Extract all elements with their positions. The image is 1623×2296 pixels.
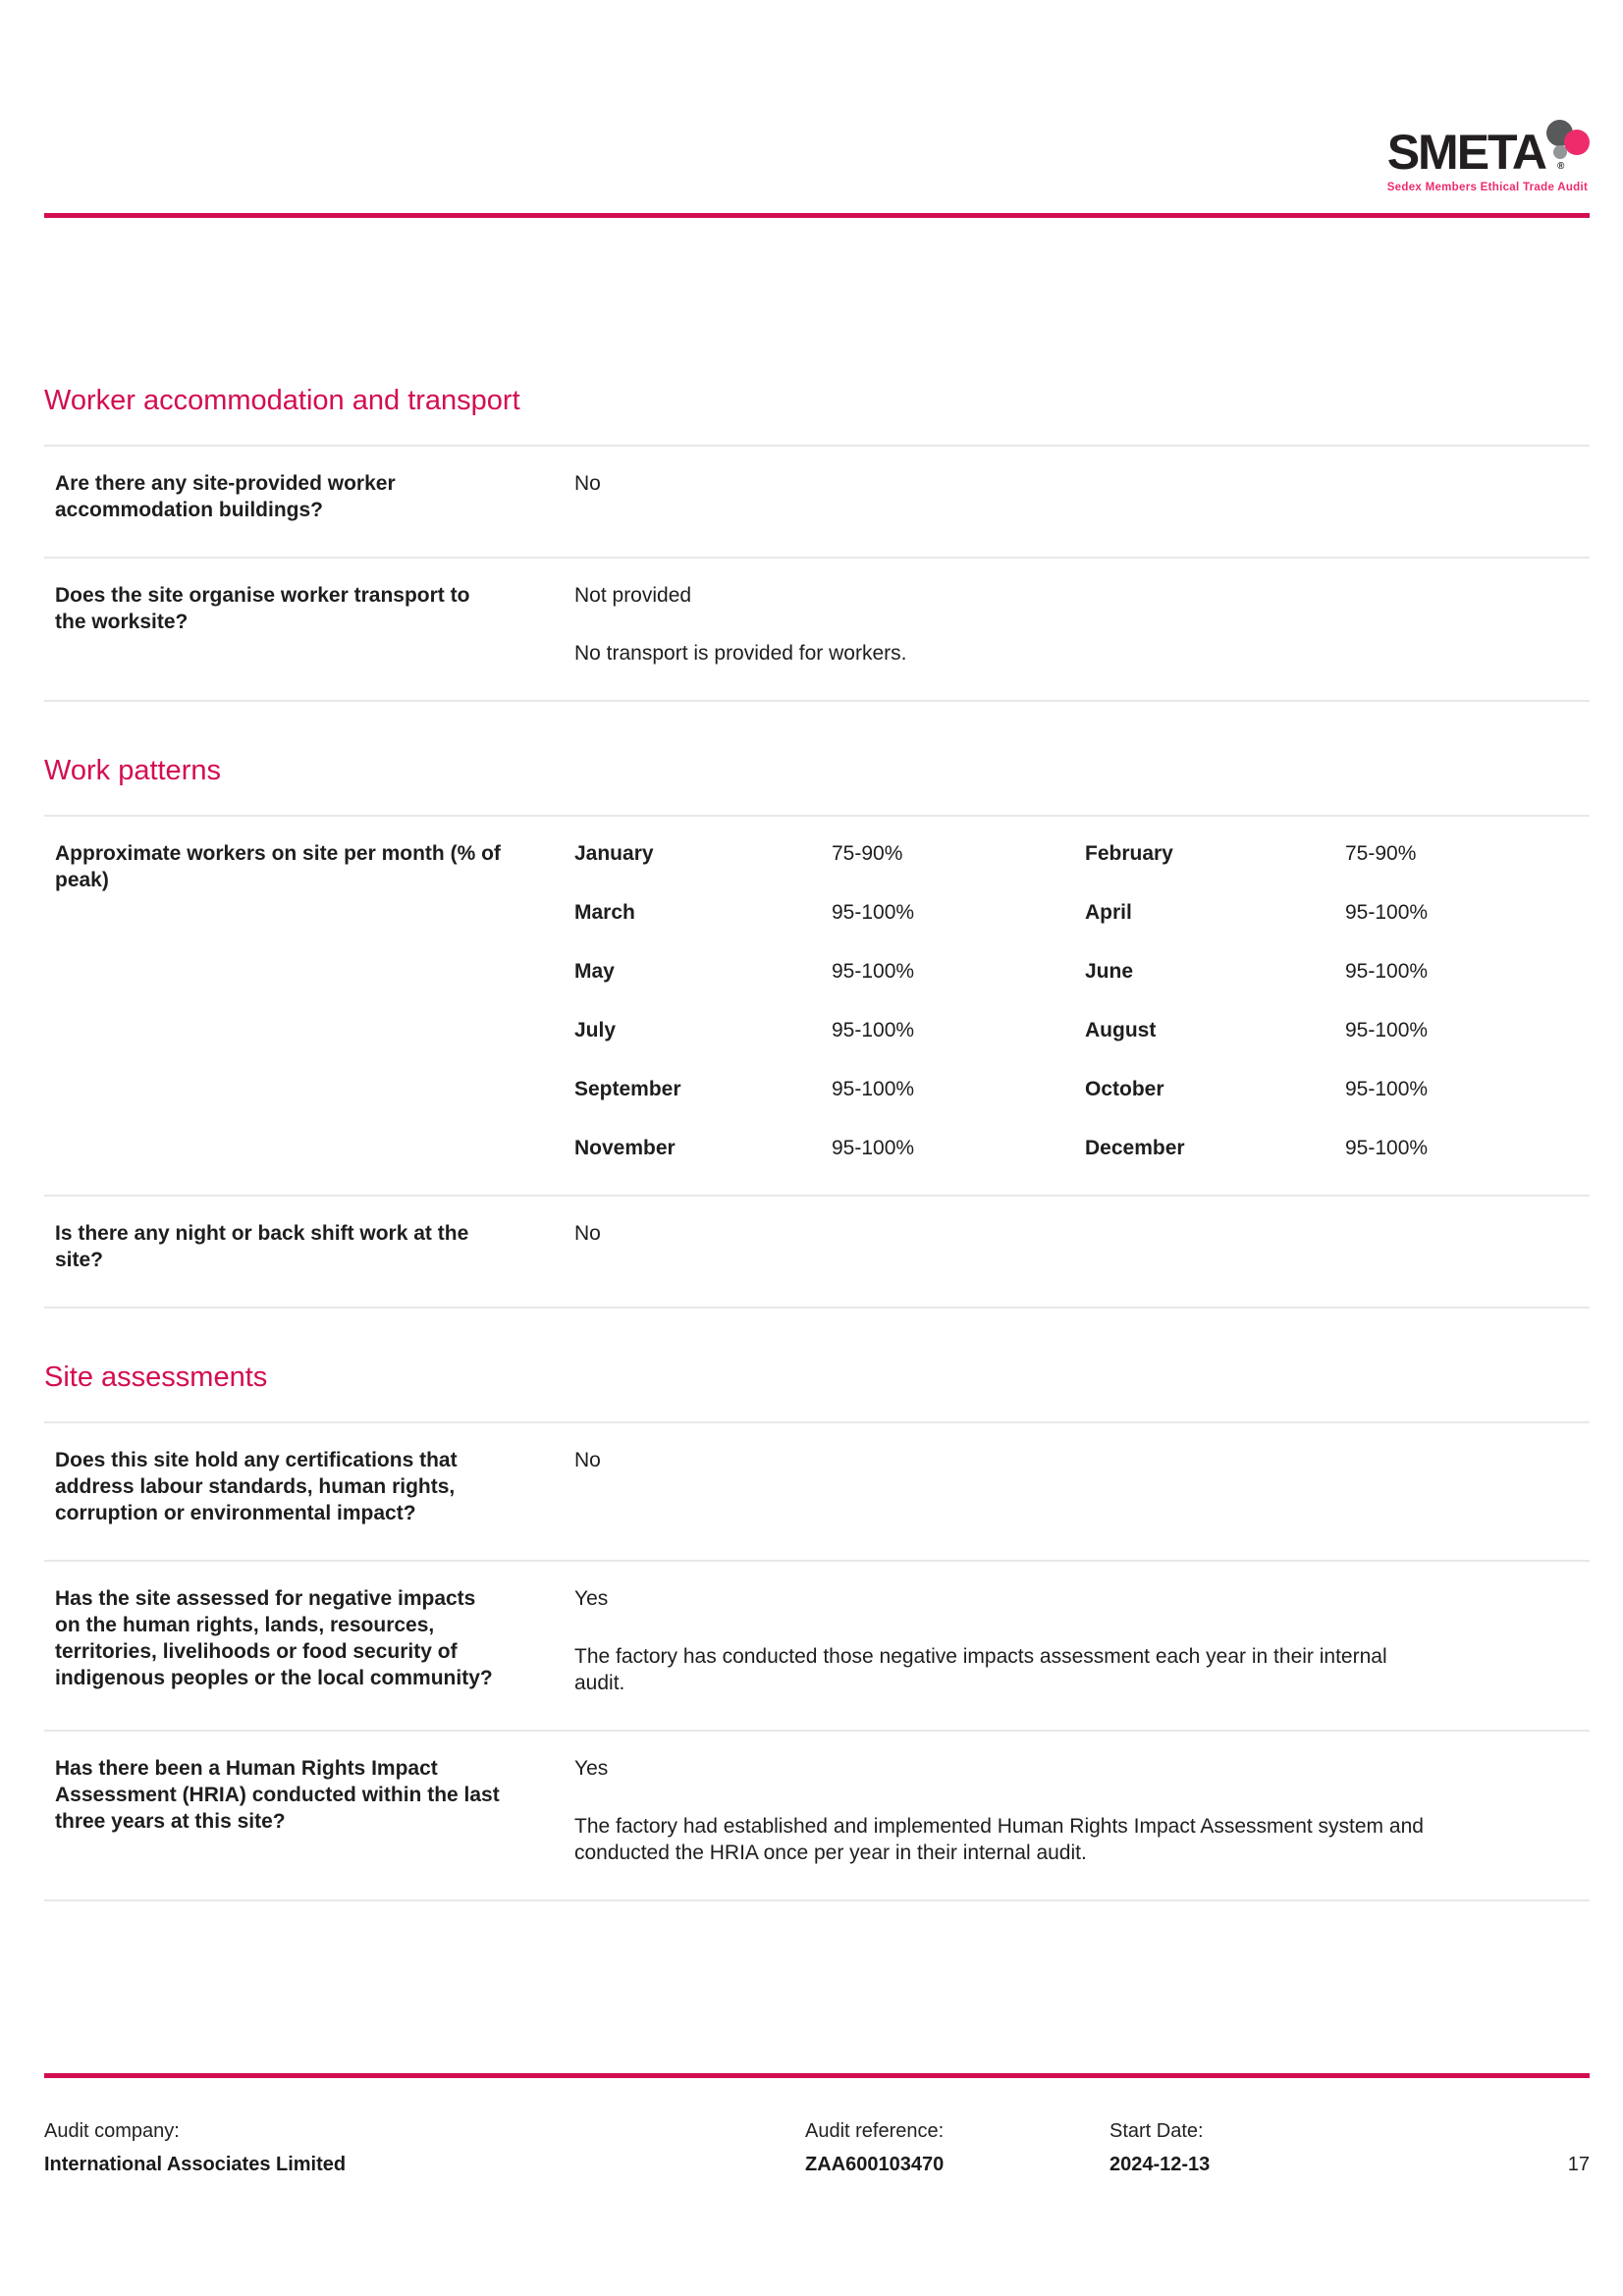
audit-company-label: Audit company: [44, 2120, 180, 2142]
monthly-workers-grid [574, 840, 1590, 1161]
section-title: Work patterns [44, 753, 1590, 817]
qa-row [44, 447, 1590, 559]
start-date-label: Start Date: [1109, 2120, 1204, 2142]
month-value: 75-90% [1345, 842, 1417, 865]
qa-row [44, 817, 1590, 1197]
month-label: June [1085, 960, 1134, 983]
answer: Yes [574, 1757, 609, 1780]
month-label: October [1085, 1078, 1164, 1100]
month-label: January [574, 842, 654, 865]
question: Does the site organise worker transport to the worksite? [55, 584, 470, 633]
smeta-tagline: Sedex Members Ethical Trade Audit [1386, 182, 1589, 193]
answer: Yes [574, 1587, 609, 1610]
footer-start-date [1109, 2118, 1568, 2177]
answer-cell [574, 1447, 1590, 1526]
light-gray-dot-icon [1553, 145, 1567, 159]
start-date-value: 2024-12-13 [1109, 2154, 1211, 2175]
month-value: 95-100% [832, 901, 915, 924]
qa-row [44, 1732, 1590, 1901]
pink-dot-icon [1564, 130, 1590, 155]
answer: No [574, 472, 601, 495]
qa-row [44, 1423, 1590, 1562]
page-number: 17 [1567, 2154, 1590, 2175]
month-value: 75-90% [832, 842, 903, 865]
question: Has the site assessed for negative impacts on the human rights, lands, resources, territories, livelihoods or food security of indigenous peoples or the local community? [55, 1587, 493, 1689]
month-value: 95-100% [832, 960, 915, 983]
registered-trademark-symbol: ® [1557, 161, 1565, 172]
question: Approximate workers on site per month (% of peak) [55, 842, 501, 891]
section-title: Site assessments [44, 1360, 1590, 1423]
footer-divider-rule [44, 2073, 1590, 2078]
answer-note: The factory has conducted those negative impacts assessment each year in their internal audit. [574, 1645, 1387, 1694]
footer-audit-reference [805, 2118, 1109, 2177]
qa-row [44, 1562, 1590, 1732]
answer-note: No transport is provided for workers. [574, 642, 907, 665]
month-label: April [1085, 901, 1132, 924]
audit-reference-label: Audit reference: [805, 2120, 945, 2142]
section-work-patterns [44, 753, 1590, 1308]
smeta-logo [1386, 125, 1591, 193]
month-value: 95-100% [832, 1078, 915, 1100]
smeta-wordmark: SMETA [1386, 125, 1545, 180]
month-label: August [1085, 1019, 1157, 1041]
month-value: 95-100% [832, 1137, 915, 1159]
month-value: 95-100% [1345, 1078, 1429, 1100]
answer-cell [574, 582, 1590, 667]
question: Does this site hold any certifications that address labour standards, human rights, corruption or environmental impact? [55, 1449, 458, 1524]
question: Has there been a Human Rights Impact Assessment (HRIA) conducted within the last three years at this site? [55, 1757, 500, 1833]
month-label: May [574, 960, 615, 983]
month-value: 95-100% [832, 1019, 915, 1041]
report-body [0, 383, 1623, 1901]
answer: No [574, 1222, 601, 1245]
month-label: December [1085, 1137, 1185, 1159]
answer: Not provided [574, 584, 692, 607]
answer-cell [574, 1585, 1590, 1696]
month-value: 95-100% [1345, 960, 1429, 983]
footer-audit-company [44, 2118, 805, 2177]
smeta-logo-row [1386, 125, 1591, 180]
answer-cell [574, 1755, 1590, 1866]
month-value: 95-100% [1345, 1137, 1429, 1159]
page-header [0, 0, 1623, 218]
header-divider-rule [44, 213, 1590, 218]
question: Are there any site-provided worker accommodation buildings? [55, 472, 396, 521]
smeta-dots-icon [1545, 133, 1591, 173]
answer-note: The factory had established and implemented Human Rights Impact Assessment system and conducted the HRIA once per year in their internal audit. [574, 1815, 1424, 1864]
section-site-assessments [44, 1360, 1590, 1901]
audit-company-value: International Associates Limited [44, 2154, 347, 2175]
month-value: 95-100% [1345, 901, 1429, 924]
audit-reference-value: ZAA600103470 [805, 2154, 945, 2175]
answer: No [574, 1449, 601, 1471]
answer-cell [574, 840, 1590, 1161]
answer-cell [574, 1220, 1590, 1273]
month-label: February [1085, 842, 1173, 865]
qa-row [44, 1197, 1590, 1308]
section-worker-accommodation-and-transport [44, 383, 1590, 702]
qa-row [44, 559, 1590, 702]
month-label: March [574, 901, 635, 924]
question: Is there any night or back shift work at the site? [55, 1222, 469, 1271]
footer-info-grid [44, 2118, 1590, 2177]
page-footer [0, 2073, 1623, 2177]
answer-cell [574, 470, 1590, 523]
month-label: July [574, 1019, 617, 1041]
section-title: Worker accommodation and transport [44, 383, 1590, 447]
month-label: November [574, 1137, 676, 1159]
month-value: 95-100% [1345, 1019, 1429, 1041]
month-label: September [574, 1078, 681, 1100]
